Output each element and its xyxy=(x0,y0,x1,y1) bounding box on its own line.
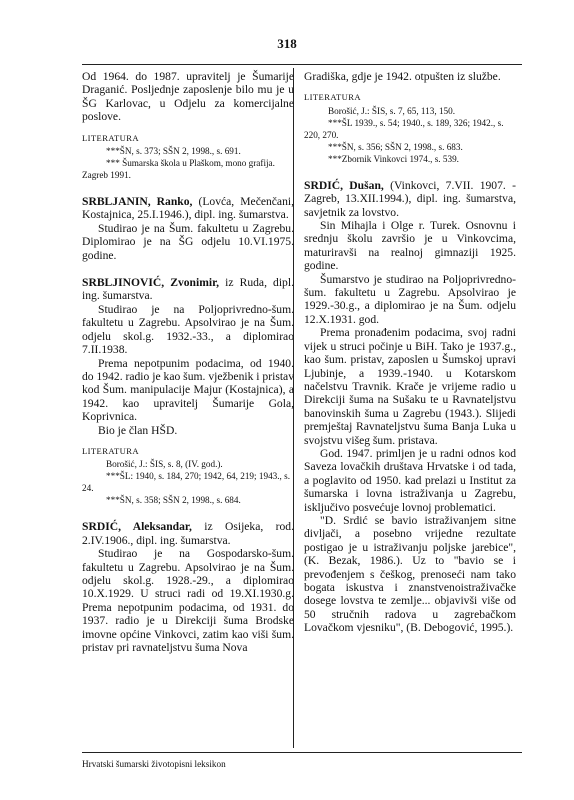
literature-item: ***ŠN, s. 358; SŠN 2, 1998., s. 684. xyxy=(106,495,241,506)
entry-paragraph: Prema nepotpunim podacima, od 1940. do 1942. radio je kao šum. vježbenik i pristav kod Šum. manipulacije Majur (Kostajnica), a 1942. kao upravitelj Šumarije Gola, Koprivnica. xyxy=(82,356,294,424)
entry-srbljinovic xyxy=(82,276,294,303)
entry-name: SRDIĆ, Aleksandar, xyxy=(82,520,192,534)
entry-srdic-dusan xyxy=(304,179,516,219)
entry-intro-text: Od 1964. do 1987. upravitelj je Šumarije Draganić. Posljednje zaposlenje bilo mu je u ŠG Karlovac, u Odjelu za komercijalne poslove. xyxy=(82,70,294,124)
literature-item: ***ŠL: 1940, s. 184, 270; 1942, 64, 219; 1943., s. 24. xyxy=(82,471,291,494)
entry-paragraph: God. 1947. primljen je u radni odnos kod Saveza lovačkih društava Hrvatske i od tada, a poglavito od 1950. kad prelazi u Institut za šumarska i lovna istraživanja u Zagrebu, isključivo posvećuje lovnoj problematici. xyxy=(304,446,516,514)
entry-paragraph: Studirao je na Poljoprivredno-šum. fakultetu u Zagrebu. Apsolvirao je na Šum. odjelu skol.g. 1932.-33., a diplomirao 7.II.1938. xyxy=(82,302,294,357)
entry-continuation: Gradiška, gdje je 1942. otpušten iz službe. xyxy=(304,70,501,83)
literature-heading: LITERATURA xyxy=(82,445,139,456)
entry-name: SRDIĆ, Dušan, xyxy=(304,178,384,192)
entry-paragraph: Šumarstvo je studirao na Poljoprivredno-šum. fakultetu u Zagrebu. Apsolvirao je 1929.-30.g., a diplomirao je na Šum. odjelu 12.X.1931. god. xyxy=(304,272,516,326)
page-number: 318 xyxy=(277,36,297,51)
entry-name: SRBLJANIN, Ranko, xyxy=(82,195,193,209)
entry-paragraph: Sin Mihajla i Olge r. Turek. Osnovnu i srednju školu završio je u Vinkovcima, maturiravši na realnoj gimnaziji 1925. godine. xyxy=(304,219,516,273)
entry-text: (Vinkovci, 7.VII. 1907. - Zagreb, 13.XII.1994.), dipl. ing. šumarstva, savjetnik za lovstvo. xyxy=(304,178,516,219)
header-rule xyxy=(82,64,522,65)
entry-text: (Lovća, Mečenčani, Kostajnica, 25.I.1946.), dipl. ing. šumarstva. xyxy=(82,195,294,222)
literature-item: ***Zbornik Vinkovci 1974., s. 539. xyxy=(328,153,459,164)
entry-paragraph: Studirao je na Šum. fakultetu u Zagrebu. Diplomirao je na ŠG odjelu 10.VI.1975. godine. xyxy=(82,221,294,262)
literature-item: ***ŠN, s. 373; SŠN 2, 1998., s. 691. xyxy=(106,146,241,157)
literature-item: ***ŠN, s. 356; SŠN 2, 1998., s. 683. xyxy=(328,141,463,152)
entry-paragraph: Bio je član HŠD. xyxy=(98,423,178,437)
entry-text: iz Ruda, dipl. ing. šumarstva. xyxy=(82,276,294,303)
literature-item: Borošić, J.: ŠIS, s. 8, (IV. god.). xyxy=(106,459,223,470)
literature-heading: LITERATURA xyxy=(82,132,139,143)
entry-srdic-aleksandar xyxy=(82,520,294,547)
entry-srbljanin xyxy=(82,195,294,222)
literature-item: *** Šumarska škola u Plaškom, mono grafija. Zagreb 1991. xyxy=(82,158,275,181)
literature-item: Borošić, J.: ŠIS, s. 7, 65, 113, 150. xyxy=(328,105,456,116)
entry-name: SRBLJINOVIĆ, Zvonimir, xyxy=(82,276,220,290)
literature-item: ***ŠL 1939., s. 54; 1940., s. 189, 326; 1942., s. 220, 270. xyxy=(304,117,504,140)
left-column xyxy=(82,70,294,654)
entry-paragraph: Prema pronađenim podacima, svoj radni vijek u struci počinje u BiH. Tako je 1937.g., kao šum. pristav, zaposlen u Šumskoj upravi Ljubinje, a 1939.-1940. u Kotarskom načelstvu Travnik. Krače je vrijeme radio u Direkciji šuma na Sušaku te u Ravnateljstvu banovinskih šuma u Zagrebu (1943.). Slijedi premještaj Ravnateljstvu šuma Banja Luka u svojstvu višeg šum. pristava. xyxy=(304,326,516,447)
entry-text: iz Osijeka, rod. 2.IV.1906., dipl. ing. šumarstva. xyxy=(82,520,294,547)
right-column xyxy=(304,70,516,635)
entry-paragraph: "D. Srdić se bavio istraživanjem sitne divljači, a posebno vrijedne rezultate postigao je u istraživanju poljske jarebice", (K. Bezak, 1986.). Uz to "bavio se i prevođenjem s češkog, prenoseći nam tako bogata iskustva i znanstvenoistraživačke dosege lovstva te zemlje... objavivši više od 50 stručnih radova u zagrebačkom Lovačkom vjesniku", (B. Debogović, 1995.). xyxy=(304,513,516,635)
footer-title: Hrvatski šumarski životopisni leksikon xyxy=(82,759,226,769)
entry-paragraph: Studirao je na Gospodarsko-šum. fakultetu u Zagrebu. Apsolvirao je na Šum. odjelu skol.g. 1928.-29., a diplomirao 10.X.1929. U struci radi od 19.XI.1930.g. Prema nepotpunim podacima, od 1931. do 1937. radio je u Direkciji šuma Brodske imovne općine Vinkovci, zatim kao viši šum. pristav pri ravnateljstvu šuma Nova xyxy=(82,547,294,654)
literature-heading: LITERATURA xyxy=(304,92,361,103)
footer-rule xyxy=(82,752,522,753)
